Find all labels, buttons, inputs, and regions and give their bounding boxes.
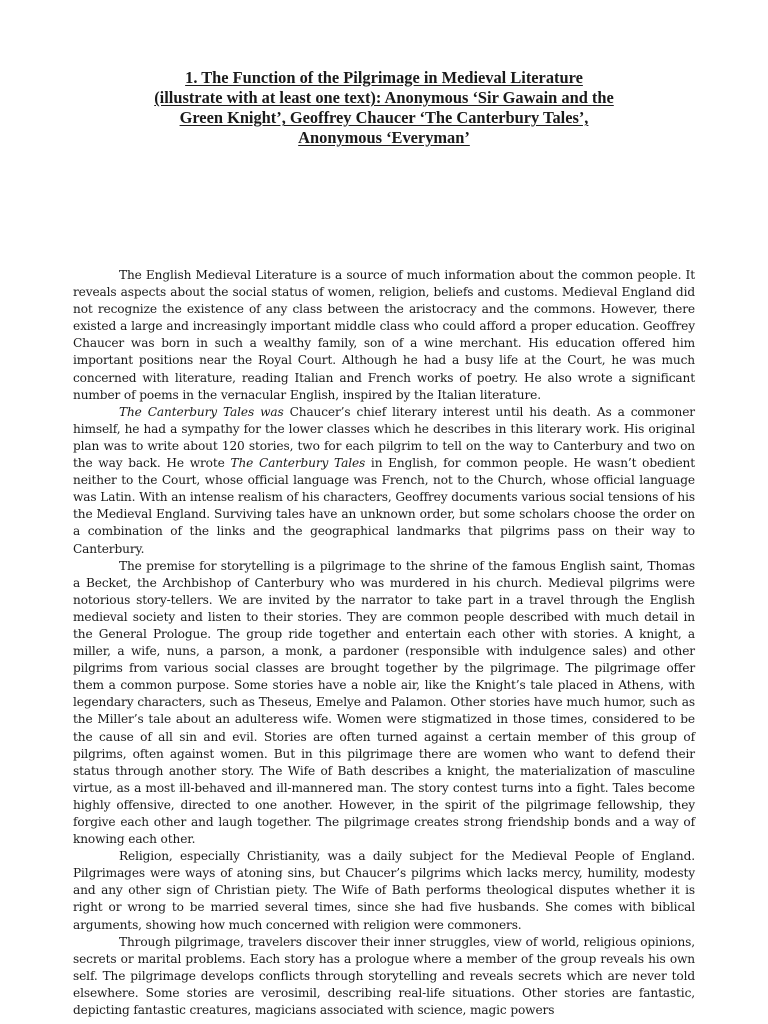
document-title xyxy=(73,68,695,148)
paragraph-2-part-1: Chaucer’s chief literary interest until his death. As a commoner himself, he had a sympathy for the lower classes which he describes in this literary work. His original plan was to write about 120 stories, two for each pilgrim to tell on the way to Canterbury and two on the way back. He wrote xyxy=(73,404,695,471)
title-line-3: Green Knight’, Geoffrey Chaucer ‘The Canterbury Tales’, xyxy=(179,108,589,127)
title-line-2: (illustrate with at least one text): Anonymous ‘Sir Gawain and the xyxy=(154,88,614,107)
document-body xyxy=(73,267,695,1019)
paragraph-3: The premise for storytelling is a pilgrimage to the shrine of the famous English saint, Thomas a Becket, the Archbishop of Canterbury who was murdered in his church. Medieval pilgrims were notorious story-tellers. We are invited by the narrator to take part in a travel through the English medieval society and listen to their stories. They are common people described with much detail in the General Prologue. The group ride together and entertain each other with stories. A knight, a miller, a wife, nuns, a parson, a monk, a pardoner (responsible with indulgence sales) and other pilgrims from various social classes are brought together by the pilgrimage. The pilgrimage offer them a common purpose. Some stories have a noble air, like the Knight’s tale placed in Athens, with legendary characters, such as Theseus, Emelye and Palamon. Other stories have much humor, such as the Miller’s tale about an adulteress wife. Women were stigmatized in those times, considered to be the cause of all sin and evil. Stories are often turned against a certain member of this group of pilgrims, often against women. But in this pilgrimage there are women who want to defend their status through another story. The Wife of Bath describes a knight, the materialization of masculine virtue, as a most ill-behaved and ill-mannered man. The story contest turns into a fight. Tales become highly offensive, directed to one another. However, in the spirit of the pilgrimage fellowship, they forgive each other and laugh together. The pilgrimage creates strong friendship bonds and a way of knowing each other. xyxy=(73,558,695,847)
title-line-4: Anonymous ‘Everyman’ xyxy=(298,128,470,147)
paragraph-2 xyxy=(73,404,695,558)
italic-title-mid: The Canterbury Tales xyxy=(230,456,366,471)
italic-title-lead: The Canterbury Tales was xyxy=(119,404,284,419)
paragraph-4: Religion, especially Christianity, was a daily subject for the Medieval People of England. Pilgrimages were ways of atoning sins, but Chaucer’s pilgrims which lacks mercy, humility, modesty and any other sign of Christian piety. The Wife of Bath performs theological disputes whether it is right or wrong to be married several times, since she had five husbands. She comes with biblical arguments, showing how much concerned with religion were commoners. xyxy=(73,849,695,932)
document-page xyxy=(73,68,695,1019)
paragraph-1: The English Medieval Literature is a source of much information about the common people. It reveals aspects about the social status of women, religion, beliefs and customs. Medieval England did not recognize the existence of any class between the aristocracy and the commons. However, there existed a large and increasingly important middle class who could afford a proper education. Geoffrey Chaucer was born in such a wealthy family, son of a wine merchant. His education offered him important positions near the Royal Court. Although he had a busy life at the Court, he was much concerned with literature, reading Italian and French works of poetry. He also wrote a significant number of poems in the vernacular English, inspired by the Italian literature. xyxy=(73,268,695,402)
paragraph-2-part-2: in English, for common people. He wasn’t obedient neither to the Court, whose official language was French, not to the Church, whose official language was Latin. With an intense realism of his characters, Geoffrey documents various social tensions of his the Medieval England. Surviving tales have an unknown order, but some scholars choose the order on a combination of the links and the geographical landmarks that pilgrims pass on their way to Canterbury. xyxy=(73,456,696,556)
paragraph-5: Through pilgrimage, travelers discover their inner struggles, view of world, religious opinions, secrets or marital problems. Each story has a prologue where a member of the group reveals his own self. The pilgrimage develops conflicts through storytelling and reveals secrets which are never told elsewhere. Some stories are verosimil, describing real-life situations. Other stories are fantastic, depicting fantastic creatures, magicians associated with science, magic powers xyxy=(73,934,695,1018)
title-line-1: 1. The Function of the Pilgrimage in Medieval Literature xyxy=(185,68,583,87)
